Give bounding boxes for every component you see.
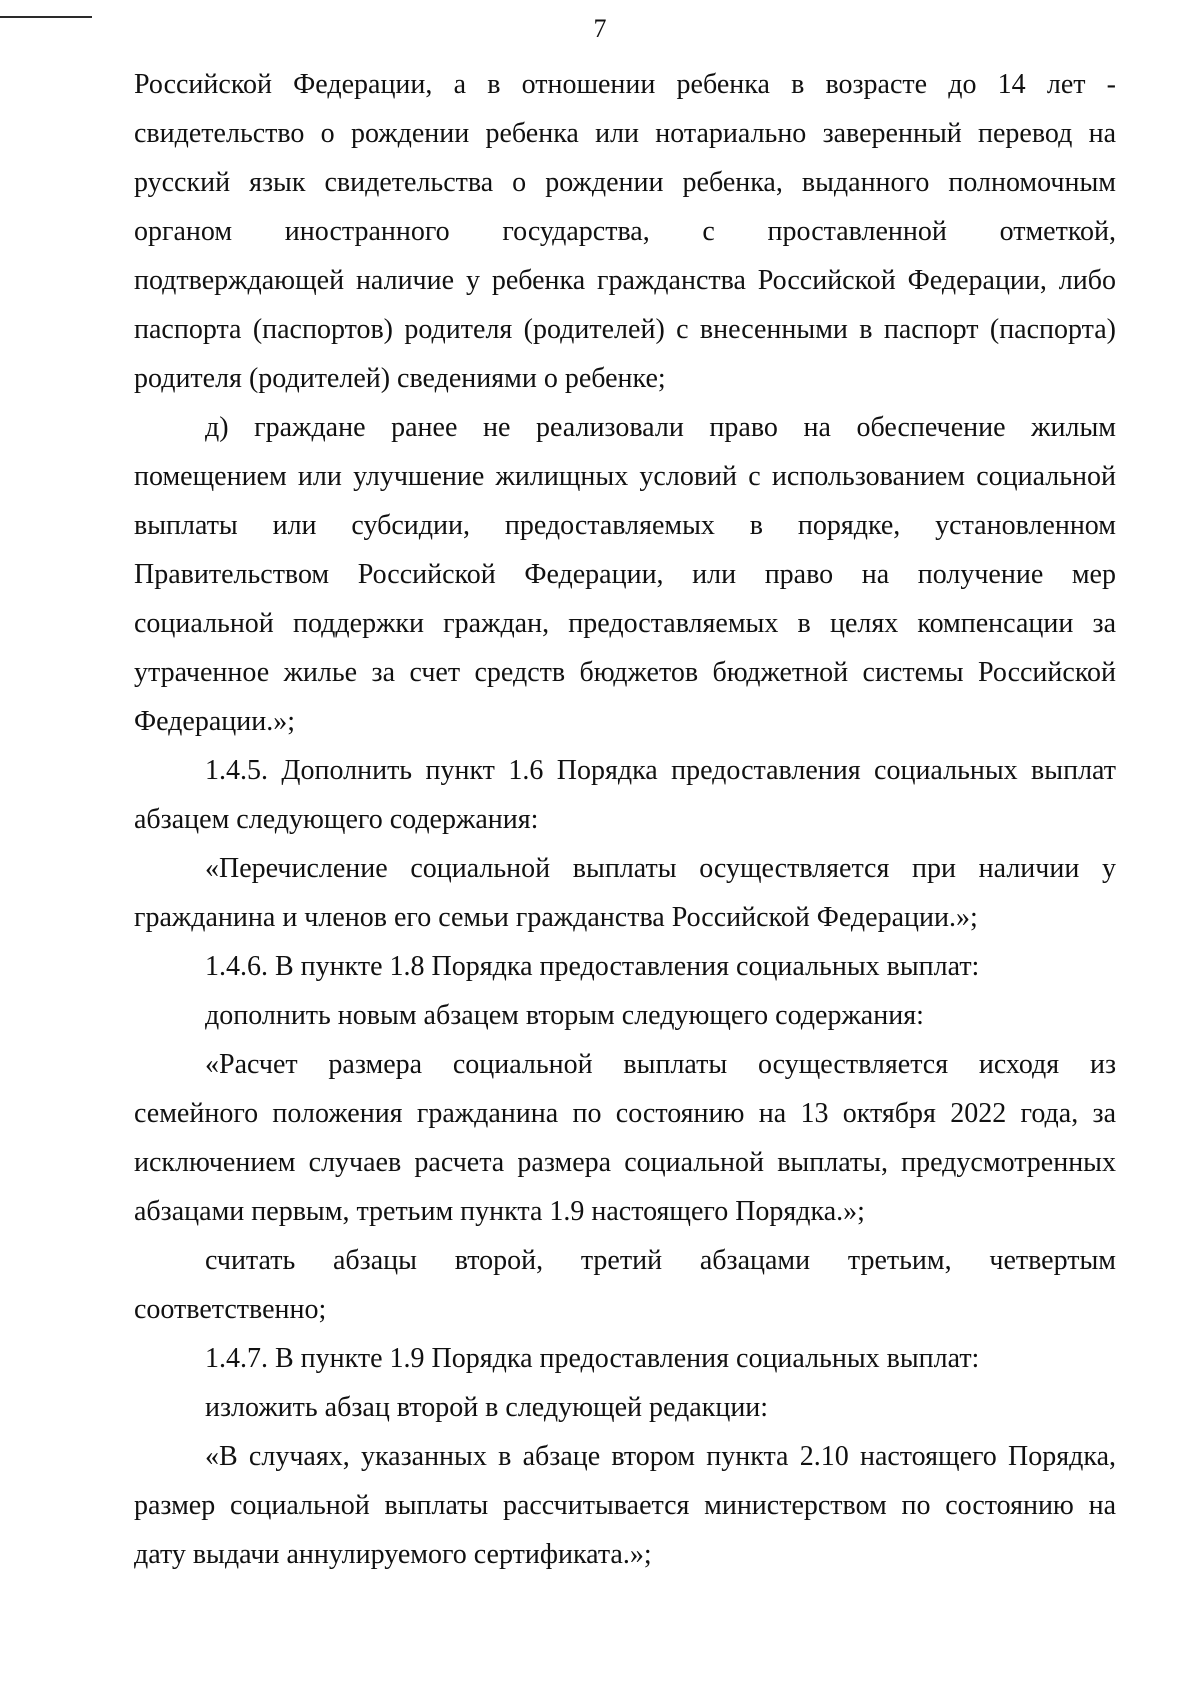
- text-line: родителя (родителей) сведениями о ребенке;: [134, 363, 666, 394]
- text-line: свидетельство о рождении ребенка или нотариально заверенный перевод на: [134, 118, 1116, 149]
- text-line: Российской Федерации, а в отношении ребенка в возрасте до 14 лет -: [134, 69, 1116, 100]
- text-line: считать абзацы второй, третий абзацами третьим, четвертым: [205, 1245, 1116, 1276]
- text-line: русский язык свидетельства о рождении ребенка, выданного полномочным: [134, 167, 1116, 198]
- text-line: утраченное жилье за счет средств бюджетов бюджетной системы Российской: [134, 657, 1116, 688]
- text-line: помещением или улучшение жилищных условий с использованием социальной: [134, 461, 1116, 492]
- text-line: 1.4.7. В пункте 1.9 Порядка предоставления социальных выплат:: [205, 1343, 980, 1374]
- text-line: дату выдачи аннулируемого сертификата.»;: [134, 1539, 652, 1570]
- text-line: размер социальной выплаты рассчитывается министерством по состоянию на: [134, 1490, 1116, 1521]
- text-line: «В случаях, указанных в абзаце втором пункта 2.10 настоящего Порядка,: [205, 1441, 1116, 1472]
- text-line: семейного положения гражданина по состоянию на 13 октября 2022 года, за: [134, 1098, 1116, 1129]
- text-line: гражданина и членов его семьи гражданства Российской Федерации.»;: [134, 902, 978, 933]
- text-line: выплаты или субсидии, предоставляемых в порядке, установленном: [134, 510, 1116, 541]
- text-line: социальной поддержки граждан, предоставляемых в целях компенсации за: [134, 608, 1116, 639]
- text-line: абзацем следующего содержания:: [134, 804, 539, 835]
- text-line: 1.4.5. Дополнить пункт 1.6 Порядка предоставления социальных выплат: [205, 755, 1116, 786]
- text-line: «Перечисление социальной выплаты осуществляется при наличии у: [205, 853, 1116, 884]
- text-line: дополнить новым абзацем вторым следующего содержания:: [205, 1000, 924, 1031]
- text-line: «Расчет размера социальной выплаты осуществляется исходя из: [205, 1049, 1116, 1080]
- text-line: паспорта (паспортов) родителя (родителей) с внесенными в паспорт (паспорта): [134, 314, 1116, 345]
- text-line: Правительством Российской Федерации, или право на получение мер: [134, 559, 1116, 590]
- page-number: 7: [593, 14, 607, 43]
- text-line: органом иностранного государства, с проставленной отметкой,: [134, 216, 1116, 247]
- text-line: соответственно;: [134, 1294, 327, 1325]
- text-line: абзацами первым, третьим пункта 1.9 настоящего Порядка.»;: [134, 1196, 865, 1227]
- text-line: д) граждане ранее не реализовали право на обеспечение жилым: [205, 412, 1116, 443]
- text-line: Федерации.»;: [134, 706, 296, 737]
- text-line: подтверждающей наличие у ребенка гражданства Российской Федерации, либо: [134, 265, 1116, 296]
- text-line: исключением случаев расчета размера социальной выплаты, предусмотренных: [134, 1147, 1116, 1178]
- text-line: 1.4.6. В пункте 1.8 Порядка предоставления социальных выплат:: [205, 951, 980, 982]
- text-line: изложить абзац второй в следующей редакции:: [205, 1392, 769, 1423]
